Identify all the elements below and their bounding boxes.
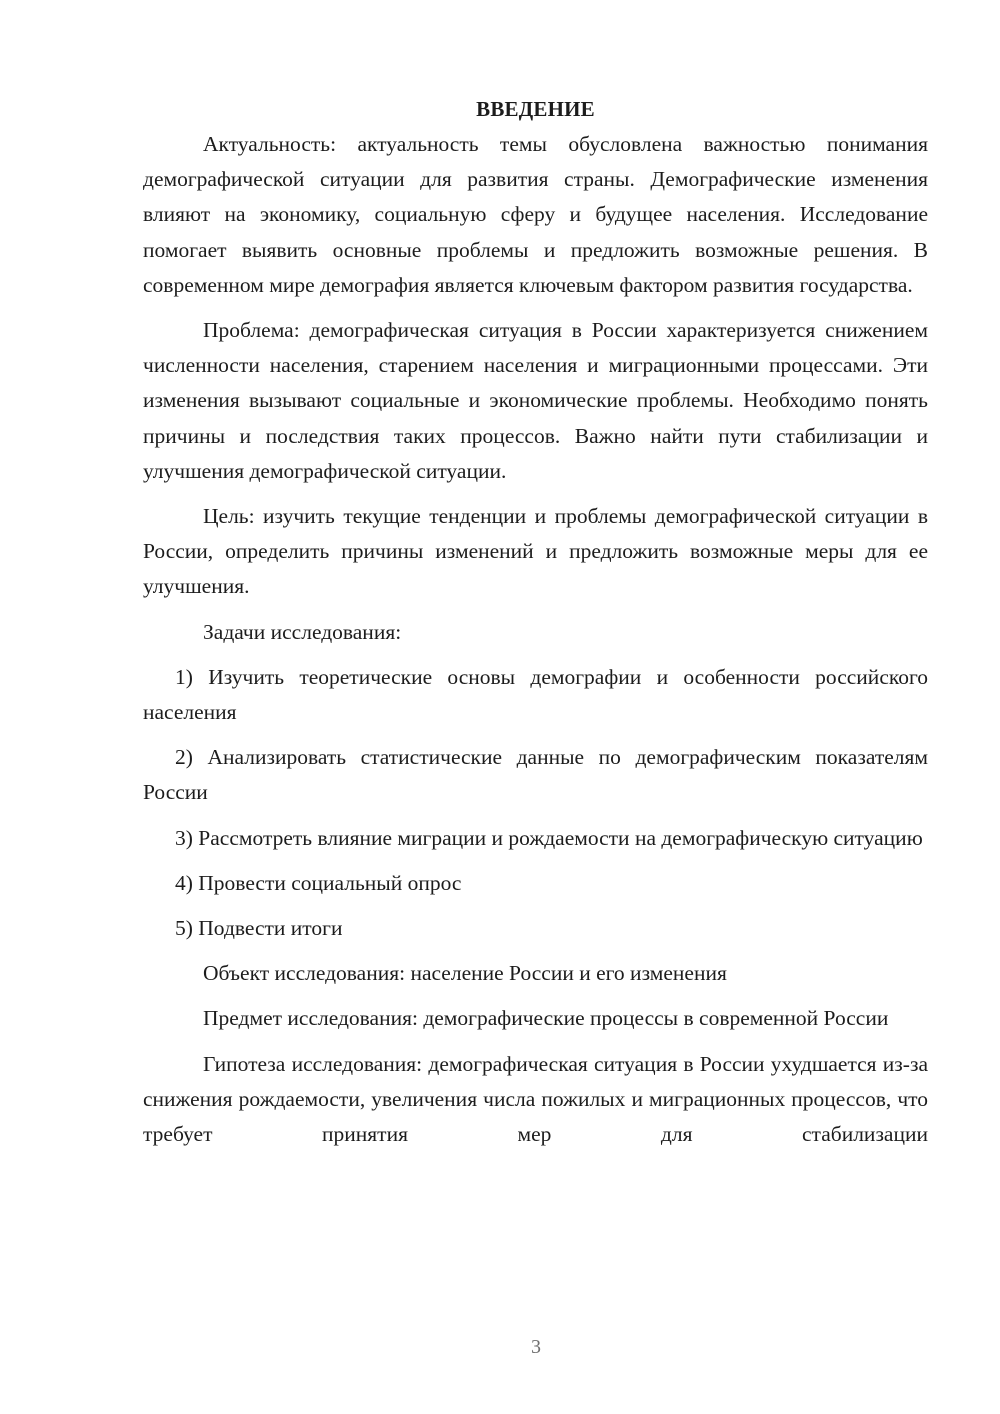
relevance-paragraph: Актуальность: актуальность темы обусловлена важностью понимания демографической ситуации для развития страны. Демографические изменения влияют на экономику, социальную сферу и будущее населения. Исследование помогает выявить основные проблемы и предложить возможные решения. В современном мире демография является ключевым фактором развития государства. <box>143 132 928 297</box>
section-title: ВВЕДЕНИЕ <box>476 97 595 121</box>
task-item: 3) Рассмотреть влияние миграции и рождаемости на демографическую ситуацию <box>175 825 923 850</box>
subject-paragraph: Предмет исследования: демографические процессы в современной России <box>203 1006 889 1031</box>
task-item: 4) Провести социальный опрос <box>175 870 462 895</box>
object-paragraph: Объект исследования: население России и его изменения <box>203 961 727 986</box>
goal-paragraph: Цель: изучить текущие тенденции и проблемы демографической ситуации в России, определить причины изменений и предложить возможные меры для ее улучшения. <box>143 504 928 599</box>
task-item: 5) Подвести итоги <box>175 916 343 941</box>
task-item: 1) Изучить теоретические основы демографии и особенности российского населения <box>143 664 928 725</box>
task-item: 2) Анализировать статистические данные по демографическим показателям России <box>143 745 928 805</box>
page-number: 3 <box>531 1336 541 1358</box>
document-page <box>143 92 928 1162</box>
tasks-heading: Задачи исследования: <box>203 619 402 644</box>
problem-paragraph: Проблема: демографическая ситуация в России характеризуется снижением численности населения, старением населения и миграционными процессами. Эти изменения вызывают социальные и экономические проблемы. Необходимо понять причины и последствия таких процессов. Важно найти пути стабилизации и улучшения демографической ситуации. <box>143 318 928 483</box>
hypothesis-paragraph: Гипотеза исследования: демографическая ситуация в России ухудшается из-за снижения рождаемости, увеличения числа пожилых и миграционных процессов, что требует принятия мер для стабилизации <box>143 1051 928 1147</box>
